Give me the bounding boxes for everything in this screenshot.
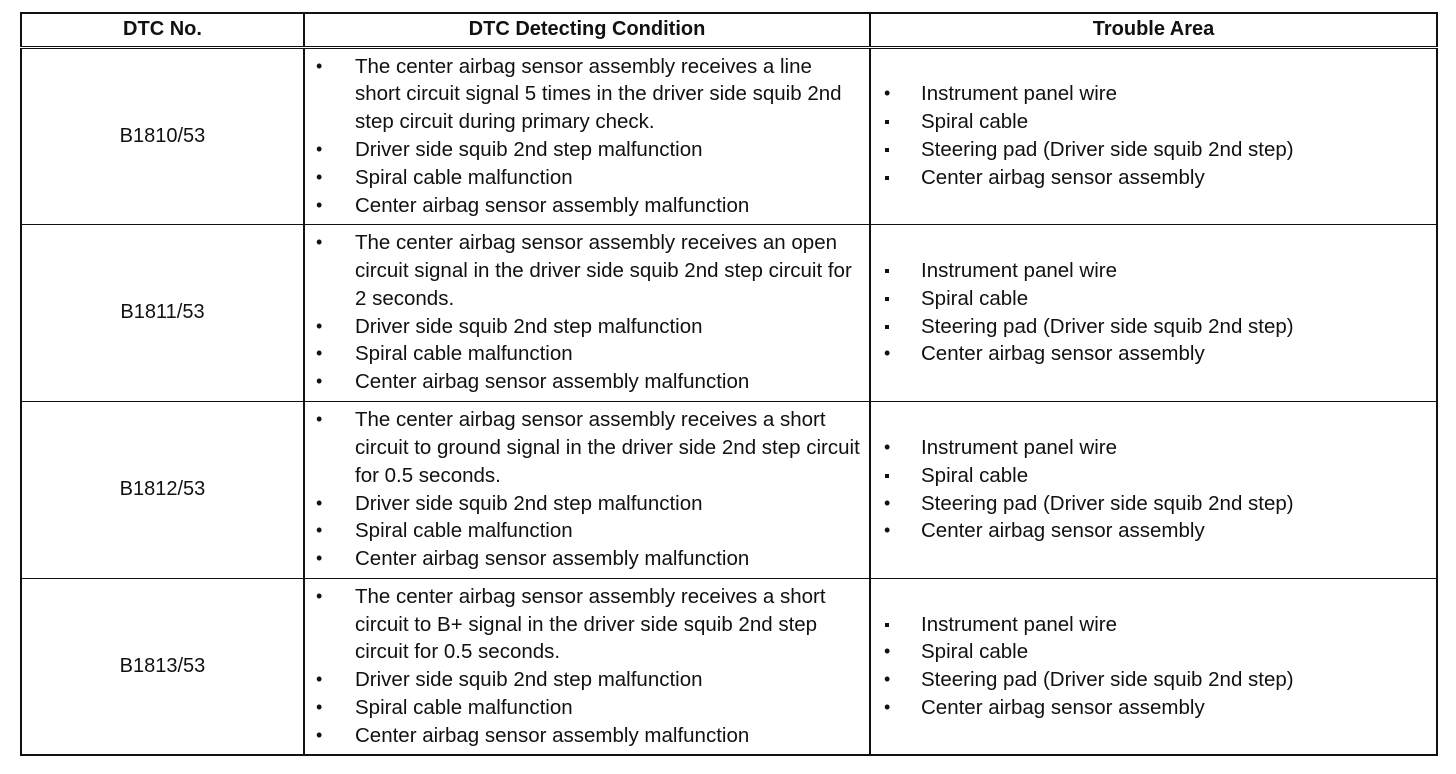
bullet-icon: •: [316, 139, 323, 159]
table-row: [21, 401, 1437, 578]
condition-item: [305, 722, 869, 750]
trouble-area-item: [871, 136, 1436, 164]
bullet-icon: •: [316, 194, 323, 215]
condition-item: [305, 545, 869, 573]
trouble-area-item: [871, 257, 1436, 285]
condition-text: The center airbag sensor assembly receives an open circuit signal in the driver side squib 2nd step circuit for 2 seconds.: [355, 231, 852, 310]
condition-item: [305, 406, 869, 489]
condition-text: Spiral cable malfunction: [355, 165, 573, 189]
bullet-icon: •: [884, 436, 891, 457]
trouble-area-text: Steering pad (Driver side squib 2nd step): [921, 314, 1294, 338]
trouble-area-item: [871, 313, 1436, 341]
condition-text: Center airbag sensor assembly malfunction: [355, 723, 750, 747]
trouble-area-text: Steering pad (Driver side squib 2nd step): [921, 491, 1294, 515]
condition-list: [305, 229, 869, 396]
trouble-area-item: [871, 80, 1436, 108]
detecting-condition-cell: [304, 224, 870, 401]
trouble-area-cell: [870, 224, 1437, 401]
trouble-area-text: Spiral cable: [921, 110, 1029, 134]
header-detecting-condition: DTC Detecting Condition: [304, 13, 870, 47]
trouble-area-item: [871, 340, 1436, 368]
bullet-icon: •: [316, 315, 323, 336]
bullet-icon: •: [884, 641, 891, 662]
bullet-icon: •: [884, 492, 891, 513]
table-row: [21, 47, 1437, 224]
bullet-icon: •: [316, 371, 323, 392]
trouble-area-text: Center airbag sensor assembly: [921, 342, 1205, 366]
trouble-area-item: [871, 666, 1436, 694]
detecting-condition-cell: [304, 401, 870, 578]
bullet-icon: •: [316, 232, 323, 253]
trouble-area-item: [871, 285, 1436, 313]
trouble-area-text: Instrument panel wire: [921, 258, 1117, 282]
bullet-icon: •: [316, 55, 323, 76]
condition-item: [305, 136, 869, 164]
square-bullet-icon: [885, 148, 889, 152]
bullet-icon: •: [316, 724, 323, 745]
condition-text: Center airbag sensor assembly malfunction: [355, 370, 750, 394]
trouble-area-text: Steering pad (Driver side squib 2nd step): [921, 668, 1294, 692]
header-dtc-no: DTC No.: [21, 13, 304, 47]
bullet-icon: •: [316, 343, 323, 364]
table-row: [21, 224, 1437, 401]
bullet-icon: •: [316, 585, 323, 606]
condition-text: Driver side squib 2nd step malfunction: [355, 314, 703, 338]
square-bullet-icon: [885, 176, 889, 180]
condition-list: [305, 53, 869, 220]
condition-item: [305, 666, 869, 694]
trouble-area-list: [871, 80, 1436, 191]
trouble-area-item: [871, 517, 1436, 545]
dtc-code: B1811/53: [21, 224, 304, 401]
condition-text: Spiral cable malfunction: [355, 342, 573, 366]
bullet-icon: •: [884, 697, 891, 718]
trouble-area-text: Center airbag sensor assembly: [921, 519, 1205, 543]
dtc-table: [20, 12, 1438, 756]
trouble-area-item: [871, 611, 1436, 639]
bullet-icon: •: [316, 669, 323, 690]
trouble-area-text: Instrument panel wire: [921, 82, 1117, 106]
condition-text: The center airbag sensor assembly receives a short circuit to ground signal in the driver side 2nd step circuit for 0.5 seconds.: [355, 408, 860, 487]
condition-text: Driver side squib 2nd step malfunction: [355, 491, 703, 515]
dtc-code: B1813/53: [21, 578, 304, 755]
bullet-icon: •: [884, 83, 891, 104]
square-bullet-icon: [885, 325, 889, 329]
trouble-area-text: Center airbag sensor assembly: [921, 696, 1205, 720]
square-bullet-icon: [885, 623, 889, 627]
bullet-icon: •: [316, 520, 323, 541]
trouble-area-list: [871, 611, 1436, 722]
bullet-icon: •: [884, 520, 891, 541]
header-trouble-area: Trouble Area: [870, 13, 1437, 47]
condition-item: [305, 164, 869, 192]
trouble-area-item: [871, 108, 1436, 136]
trouble-area-text: Instrument panel wire: [921, 612, 1117, 636]
bullet-icon: •: [316, 166, 323, 187]
condition-item: [305, 340, 869, 368]
trouble-area-text: Center airbag sensor assembly: [921, 165, 1205, 189]
header-row: [21, 13, 1437, 47]
bullet-icon: •: [884, 669, 891, 690]
trouble-area-cell: [870, 401, 1437, 578]
condition-list: [305, 583, 869, 750]
bullet-icon: •: [316, 548, 323, 569]
bullet-icon: •: [316, 492, 323, 513]
condition-item: [305, 694, 869, 722]
bullet-icon: •: [316, 697, 323, 718]
square-bullet-icon: [885, 120, 889, 124]
trouble-area-text: Steering pad (Driver side squib 2nd step): [921, 138, 1294, 161]
trouble-area-text: Instrument panel wire: [921, 435, 1117, 459]
condition-item: [305, 368, 869, 396]
condition-text: Driver side squib 2nd step malfunction: [355, 138, 703, 161]
condition-list: [305, 406, 869, 573]
detecting-condition-cell: [304, 47, 870, 224]
table-header: [21, 13, 1437, 47]
condition-text: Center airbag sensor assembly malfunction: [355, 193, 750, 217]
condition-item: [305, 583, 869, 666]
square-bullet-icon: [885, 297, 889, 301]
trouble-area-cell: [870, 578, 1437, 755]
trouble-area-text: Spiral cable: [921, 463, 1029, 487]
trouble-area-item: [871, 462, 1436, 490]
condition-text: Center airbag sensor assembly malfunction: [355, 547, 750, 571]
detecting-condition-cell: [304, 578, 870, 755]
trouble-area-list: [871, 257, 1436, 368]
trouble-area-cell: [870, 47, 1437, 224]
table-row: [21, 578, 1437, 755]
condition-text: Driver side squib 2nd step malfunction: [355, 668, 703, 692]
trouble-area-text: Spiral cable: [921, 286, 1029, 310]
condition-item: [305, 313, 869, 341]
trouble-area-text: Spiral cable: [921, 640, 1029, 664]
bullet-icon: •: [884, 343, 891, 364]
condition-text: The center airbag sensor assembly receives a short circuit to B+ signal in the driver side squib 2nd step circuit for 0.5 seconds.: [355, 584, 826, 664]
trouble-area-item: [871, 638, 1436, 666]
condition-item: [305, 517, 869, 545]
dtc-code: B1812/53: [21, 401, 304, 578]
trouble-area-item: [871, 434, 1436, 462]
square-bullet-icon: [885, 269, 889, 273]
condition-item: [305, 192, 869, 220]
condition-text: The center airbag sensor assembly receives a line short circuit signal 5 times in the driver side squib 2nd step circuit during primary check.: [355, 54, 842, 134]
bullet-icon: •: [316, 409, 323, 430]
condition-item: [305, 53, 869, 136]
square-bullet-icon: [885, 474, 889, 478]
condition-text: Spiral cable malfunction: [355, 519, 573, 543]
condition-text: Spiral cable malfunction: [355, 696, 573, 720]
table-body: [21, 47, 1437, 755]
trouble-area-item: [871, 490, 1436, 518]
trouble-area-item: [871, 694, 1436, 722]
dtc-code: B1810/53: [21, 47, 304, 224]
condition-item: [305, 229, 869, 312]
trouble-area-item: [871, 164, 1436, 192]
condition-item: [305, 490, 869, 518]
trouble-area-list: [871, 434, 1436, 545]
